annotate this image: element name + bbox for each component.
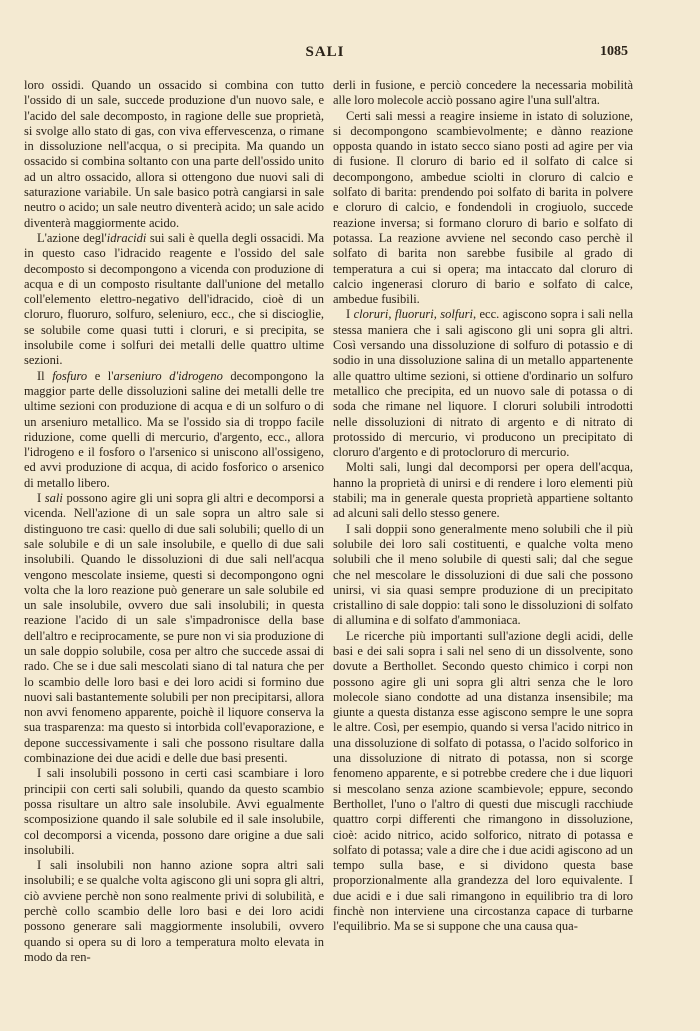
paragraph: I sali insolubili non hanno azione sopra altri sali insolubili; e se qualche volta agiscono gli uni sopra gli altri, ciò avviene perchè non sono realmente privi di solubilità, e perchè collo scambio delle loro basi e dei loro acidi possono generare sali maggiormente insolubili, ovvero quando si opera su di loro a temperatura molto elevata in modo da ren-: [24, 858, 324, 964]
page-header: [22, 44, 628, 66]
paragraph: I sali doppii sono generalmente meno solubili che il più solubile dei loro sali costituenti, e qualche volta meno solubili che il meno solubile di questi sali; dal che segue che nel mescolare le dissoluzioni di due sali che possono unirsi, vi sia quasi sempre produzione di un precipitato cristallino di sale doppio: tali sono le dissoluzioni di solfato di allumina e di solfato d'ammoniaca.: [333, 521, 633, 628]
paragraph: I sali insolubili possono in certi casi scambiare i loro principii con certi sali solubili, quando da questo scambio possa risultare un altro sale insolubile. Avvi egualmente scomposizione quando il sale solubile ed il sale insolubile, col decomporsi a vicenda, possono dare origine a due sali insolubili.: [24, 766, 324, 857]
left-column: [24, 78, 324, 998]
paragraph: I sali possono agire gli uni sopra gli altri e decomporsi a vicenda. Nell'azione di un sale sopra un altro sale si distinguono tre casi: quello di due sali solubili; quello di un sale solubile e di un sale insolubile, e quello di due sali insolubili. Quando le dissoluzioni di due sali nell'acqua vengono mescolate insieme, questi si decompongono ogni volta che la loro reazione può generare un sale solubile ed un sale insolubile, ovvero due sali insolubili; in questa reazione l'acido di un sale s'impadronisce della base dell'altro e reciprocamente, se pure non vi sia produzione di un sale doppio solubile, cosa per altro che succede assai di rado. Che se i due sali mescolati siano di tal natura che per lo scambio delle loro basi e dei loro acidi si formino due nuovi sali bastantemente solubili per non precipitarsi, allora non avvi fenomeno apparente, poichè il liquore conserva la sua trasparenza: ma questo si intorbida coll'evaporazione, e depone successivamente i sali che possono risultare dalla combinazione dei due acidi e delle due basi presenti.: [24, 491, 324, 766]
right-column: [333, 78, 633, 998]
paragraph: L'azione degl'idracidi sui sali è quella degli ossacidi. Ma in questo caso l'idracido reagente e l'ossido del sale decomposto si decompongono a vicenda con produzione di acqua e di un composto risultante dall'unione del metallo coll'elemento elettro-negativo dell'idracido, cioè di un cloruro, fluoruro, solfuro, seleniuro, ecc., che si discioglie, se solubile come quasi tutti i cloruri, e si precipita, se insolubile come i solfuri dei metalli delle quattro ultime sezioni.: [24, 230, 324, 368]
paragraph: loro ossidi. Quando un ossacido si combina con tutto l'ossido di un sale, succede produzione d'un nuovo sale, e l'acido del sale decomposto, in ragione delle sue proprietà, si svolge allo stato di gas, con viva effervescenza, o rimane in dissoluzione nell'acqua, o si precipita. Ma quando un ossacido si combina soltanto con una parte dell'ossido unito ad un altro ossacido, allora si ottengono due nuovi sali di saturazione variabile. Un sale basico potrà cangiarsi in sale neutro o acido; un sale neutro diventerà acido; un sale acido diventerà maggiormente acido.: [24, 78, 324, 230]
running-title: SALI: [305, 44, 345, 60]
paragraph: Certi sali messi a reagire insieme in istato di soluzione, si decompongono scambievolmente; e dànno reazione opposta quando in istato secco siano posti ad agire per via di fusione. Il cloruro di bario ed il solfato di calce si decompongono, ambedue sciolti in cloruro di calcio e solfato di barita: prendendo poi solfato di barita in polvere e cloruro di calcio, e fondendoli in crogiuolo, succede reazione inversa; si formano cloruro di bario e solfato di potassa. La reazione avviene nel secondo caso perchè il solfato di barita non sarebbe fusibile al grado di temperatura a cui si opera; ma intaccato dal cloruro di calcio ingenerasi cloruro di bario e solfato di calce, ambedue fusibili.: [333, 108, 633, 307]
paragraph: Il fosfuro e l'arseniuro d'idrogeno decompongono la maggior parte delle dissoluzioni saline dei metalli delle tre ultime sezioni con produzione di acqua e di un solfuro o di un arseniuro metallico. Ma se l'ossido sia di troppo facile riduzione, come quelli di mercurio, d'argento, ecc., allora l'idrogeno e il fosforo o l'arsenico si uniscono all'ossigeno, ed avvi produzione di acqua, di acido fosforico o arsenico di metallo libero.: [24, 368, 324, 490]
paragraph: derli in fusione, e perciò concedere la necessaria mobilità alle loro molecole acciò possano agire l'una sull'altra.: [333, 78, 633, 108]
paragraph: I cloruri, fluoruri, solfuri, ecc. agiscono sopra i sali nella stessa maniera che i sali agiscono gli uni sopra gli altri. Così versando una dissoluzione di solfuro di potassio e di sodio in una dissoluzione salina di un metallo appartenente alle quattro ultime sezioni, si ottiene d'ordinario un solfuro metallico che precipita, ed un nuovo sale di potassa o di soda che rimane nel liquore. I cloruri solubili introdotti nelle dissoluzioni di nitrato di argento e di nitrato di protossido di mercurio, vi producono un precipitato di cloruro d'argento e di protocloruro di mercurio.: [333, 307, 633, 460]
paragraph: Le ricerche più importanti sull'azione degli acidi, delle basi e dei sali sopra i sali nel seno di un dissolvente, sono dovute a Berthollet. Secondo questo chimico i corpi non possono agire gli uni sopra gli altri senza che le loro molecole siano condotte ad una distanza insensibile; ma giunte a questa distanza esse agiscono sempre le une sopra le altre. Così, per esempio, quando si versa l'acido nitrico in una dissoluzione di solfato di potassa, o l'acido solforico in una dissoluzione di nitrato di potassa, non si scorge fenomeno apparente, e si potrebbe credere che i due liquori si mescolano senza azione scambievole; eppure, secondo Berthollet, l'uno o l'altro di questi due miscugli racchiude quattro corpi differenti che rimangono in dissoluzione, cioè: acido nitrico, acido solforico, nitrato di potassa e solfato di potassa; vale a dire che i due acidi agiscono ad un tempo sulla base, e si dividono questa base proporzionalmente alla grandezza del loro equivalente. I due acidi e i due sali rimangono in equilibrio tra di loro finchè non interviene una circostanza capace di turbarne l'equilibrio. Ma se si suppone che una causa qua-: [333, 628, 633, 934]
page-number: 1085: [600, 44, 628, 59]
paragraph: Molti sali, lungi dal decomporsi per opera dell'acqua, hanno la proprietà di unirsi e di rendere i loro elementi più stabili; ma in generale questa proprietà appartiene soltanto ad alcuni sali dello stesso genere.: [333, 460, 633, 521]
scan-watermark: [680, 1001, 686, 1025]
